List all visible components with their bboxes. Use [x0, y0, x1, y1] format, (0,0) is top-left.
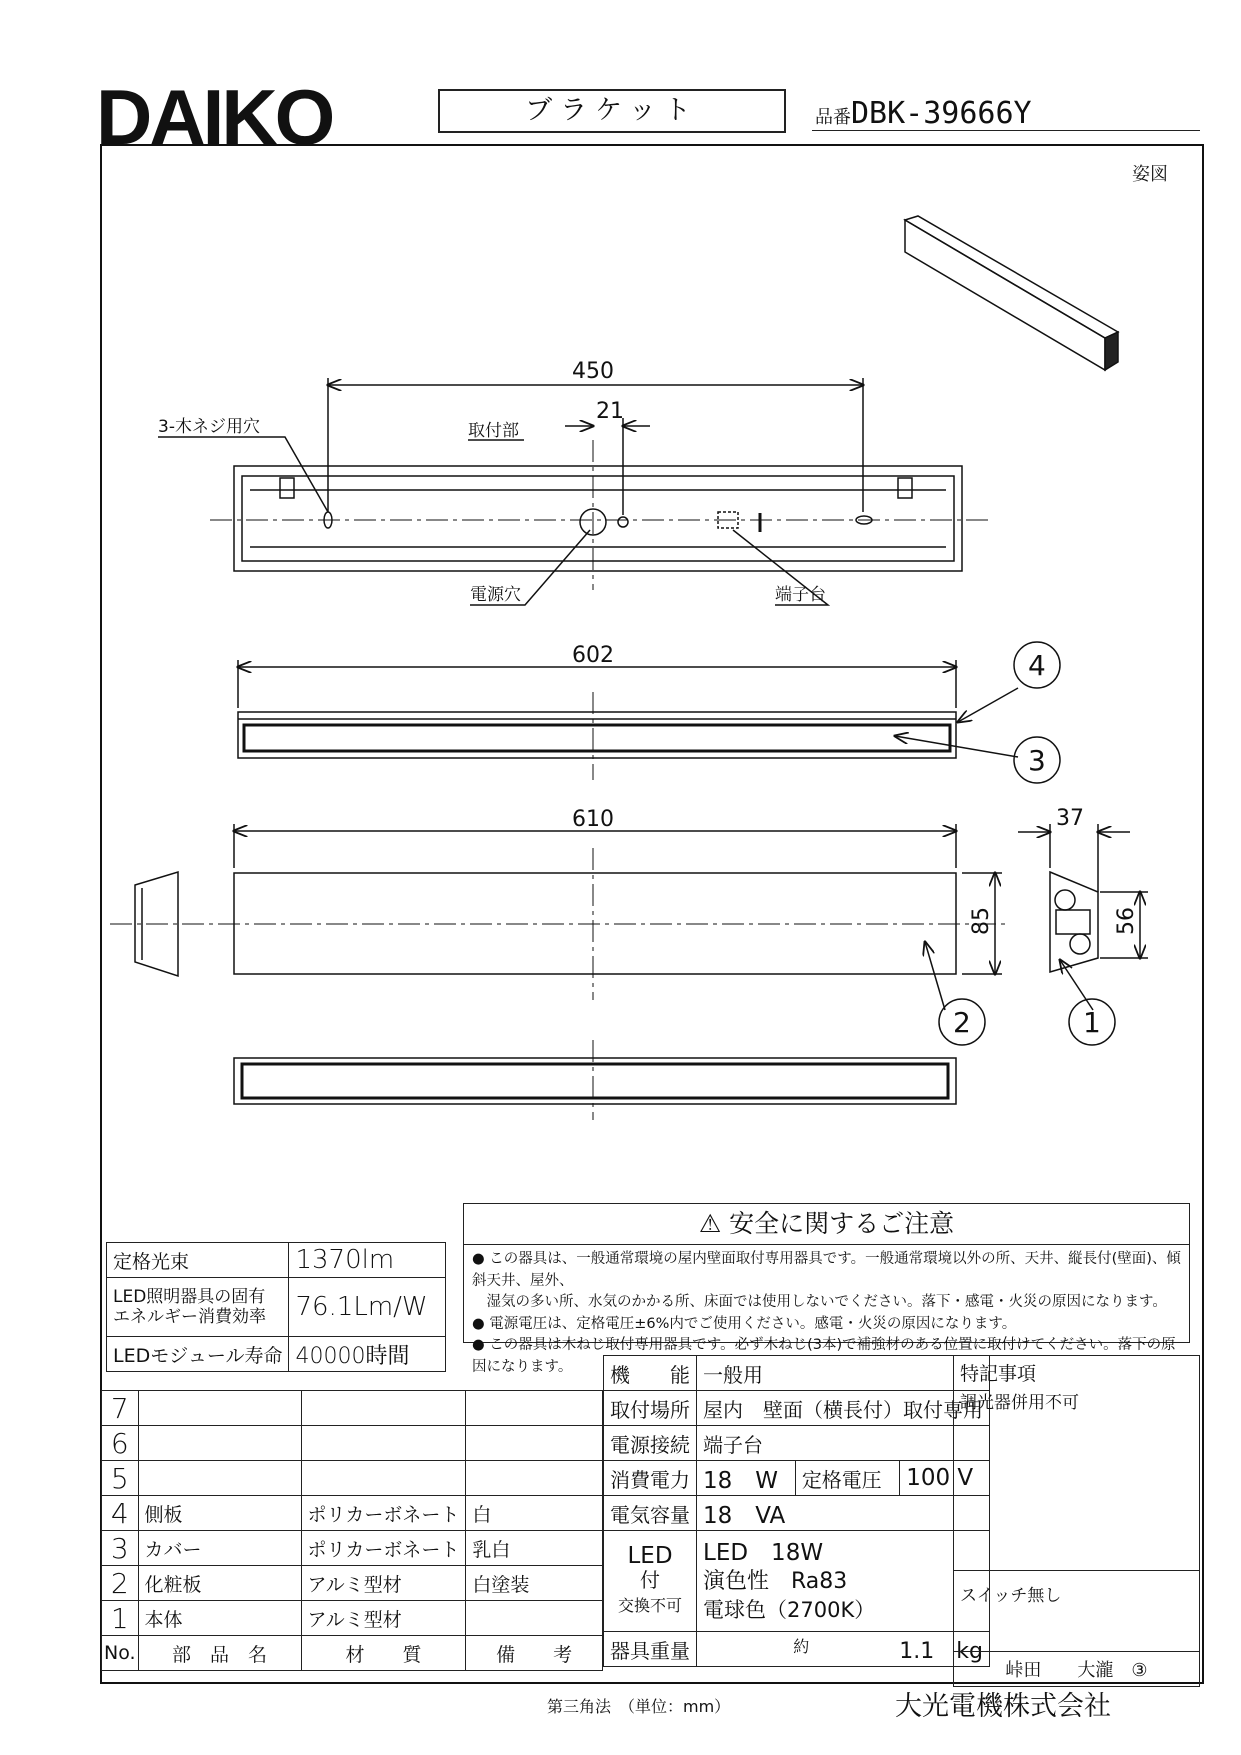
back-view — [210, 440, 990, 590]
spec-label: 消費電力 — [604, 1461, 697, 1496]
part-material: ポリカーボネート — [301, 1531, 466, 1566]
part-name: 側板 — [138, 1496, 301, 1531]
part-name — [138, 1426, 301, 1461]
callout-1: 1 — [1083, 1006, 1101, 1039]
spec-value: 18 W — [697, 1461, 796, 1496]
spec-value: 端子台 — [697, 1426, 990, 1461]
safety-line: ● この器具は木ねじ取付専用器具です。必ず木ねじ(3本)で補強材のある位置に取付けてください。落下の原因になります。 — [472, 1337, 1176, 1375]
brand-logo: DAIKO — [96, 73, 333, 161]
safety-line: 湿気の多い所、水気のかかる所、床面では使用しないでください。落下・感電・火災の原因になります。 — [486, 1294, 1167, 1310]
part-note — [466, 1426, 603, 1461]
dim-610: 610 — [572, 807, 614, 832]
part-material — [301, 1426, 466, 1461]
led-value: LED 18W 演色性 Ra83 電球色（2700K） — [697, 1531, 990, 1632]
spec-label: 電源接続 — [604, 1426, 697, 1461]
part-no: 1 — [102, 1601, 139, 1636]
part-material — [301, 1461, 466, 1496]
part-no: 4 — [102, 1496, 139, 1531]
specs-table — [603, 1355, 990, 1667]
spec-label: 機 能 — [604, 1356, 697, 1391]
rating-label: LEDモジュール寿命 — [107, 1337, 289, 1372]
part-note: 乳白 — [466, 1531, 603, 1566]
rating-label: LED照明器具の固有 エネルギー消費効率 — [107, 1278, 289, 1337]
side-view-cover — [238, 692, 956, 780]
signers: 峠田 大瀧 ③ — [954, 1652, 1200, 1687]
rating-value: 40000時間 — [289, 1337, 446, 1372]
safety-title: ⚠ 安全に関するご注意 — [464, 1204, 1189, 1245]
part-note: 白 — [466, 1496, 603, 1531]
part-name: カバー — [138, 1531, 301, 1566]
view-label: 姿図 — [1132, 164, 1168, 185]
spec-value: 屋内 壁面（横長付）取付専用 — [697, 1391, 990, 1426]
part-no: 6 — [102, 1426, 139, 1461]
model-label: 品番 — [815, 107, 851, 128]
note-switch: スイッチ無し — [954, 1571, 1200, 1652]
dim-602: 602 — [572, 643, 614, 668]
part-material: アルミ型材 — [301, 1601, 466, 1636]
notes-box: 特記事項 調光器併用不可 — [954, 1356, 1200, 1571]
part-name: 本体 — [138, 1601, 301, 1636]
dim-56: 56 — [1114, 907, 1139, 935]
part-note — [466, 1391, 603, 1426]
part-material: アルミ型材 — [301, 1566, 466, 1601]
product-name: ブラケット — [438, 89, 786, 133]
rating-value: 1370lm — [289, 1243, 446, 1278]
dim-37: 37 — [1056, 806, 1084, 831]
header-no: No. — [102, 1636, 139, 1671]
part-name — [138, 1461, 301, 1496]
parts-table — [101, 1390, 603, 1671]
label-mount: 取付部 — [468, 421, 519, 441]
part-name — [138, 1391, 301, 1426]
rating-value: 76.1Lm/W — [289, 1278, 446, 1337]
spec-value: 18 VA — [697, 1496, 990, 1531]
part-note: 白塗装 — [466, 1566, 603, 1601]
dim-450: 450 — [572, 359, 614, 384]
callout-4: 4 — [1028, 649, 1046, 682]
spec-label: 定格電圧 — [795, 1461, 899, 1496]
ratings-table — [106, 1242, 446, 1372]
dim-85: 85 — [969, 907, 994, 935]
part-name: 化粧板 — [138, 1566, 301, 1601]
callout-3: 3 — [1028, 744, 1046, 777]
spec-label: 取付場所 — [604, 1391, 697, 1426]
header-material: 材 質 — [301, 1636, 466, 1671]
header-name: 部 品 名 — [138, 1636, 301, 1671]
led-label: LED 付 交換不可 — [604, 1531, 697, 1632]
part-material — [301, 1391, 466, 1426]
safety-line: ● 電源電圧は、定格電圧±6%内でご使用ください。感電・火災の原因になります。 — [472, 1315, 1017, 1332]
safety-line: ● この器具は、一般通常環境の屋内壁面取付専用器具です。一般通常環境以外の所、天井、縦長付(壁面)、傾斜天井、屋外、 — [472, 1251, 1181, 1289]
company-name: 大光電機株式会社 — [895, 1691, 1111, 1722]
model-value: DBK-39666Y — [851, 96, 1032, 131]
part-material: ポリカーボネート — [301, 1496, 466, 1531]
header-note: 備 考 — [466, 1636, 603, 1671]
bottom-view — [234, 1040, 956, 1120]
perspective-view — [905, 216, 1118, 370]
label-power-hole: 電源穴 — [470, 585, 521, 605]
spec-label: 器具重量 — [604, 1632, 697, 1667]
part-no: 2 — [102, 1566, 139, 1601]
spec-label: 電気容量 — [604, 1496, 697, 1531]
part-note — [466, 1601, 603, 1636]
part-no: 5 — [102, 1461, 139, 1496]
label-terminal: 端子台 — [775, 585, 826, 605]
label-screw-holes: 3-木ネジ用穴 — [158, 417, 260, 437]
dim-21: 21 — [596, 399, 624, 424]
notes-table — [953, 1355, 1200, 1687]
part-no: 7 — [102, 1391, 139, 1426]
rating-label: 定格光束 — [107, 1243, 289, 1278]
spec-value: 一般用 — [697, 1356, 990, 1391]
callout-2: 2 — [953, 1006, 971, 1039]
projection-note: 第三角法 （単位：mm） — [547, 1697, 731, 1716]
part-note — [466, 1461, 603, 1496]
spec-value: 100 V — [900, 1461, 990, 1496]
front-view — [110, 848, 1010, 1000]
weight-value: $^約$ 1.1 kg — [697, 1632, 990, 1667]
end-view — [1050, 872, 1098, 972]
part-no: 3 — [102, 1531, 139, 1566]
